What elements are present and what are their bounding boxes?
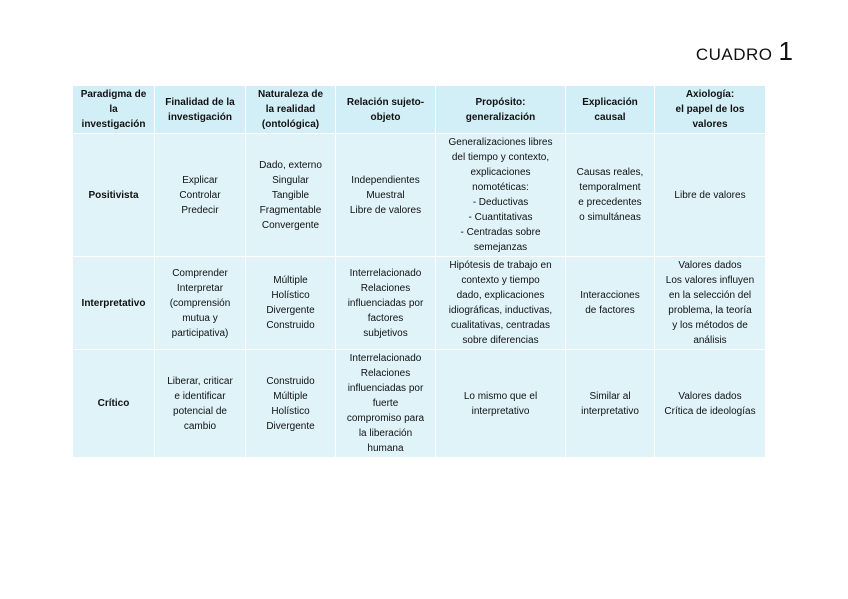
table-row-interpretativo [73, 257, 766, 350]
row-label: Crítico [73, 350, 155, 458]
paradigms-table [72, 85, 766, 458]
header-finalidad: Finalidad de la investigación [155, 86, 246, 134]
table-cell: Interrelacionado Relaciones influenciadas por factores subjetivos [336, 257, 436, 350]
table-cell: Causas reales, temporalment e precedentes o simultáneas [566, 134, 655, 257]
header-proposito: Propósito: generalización [436, 86, 566, 134]
table-cell: Explicar Controlar Predecir [155, 134, 246, 257]
header-explicacion: Explicación causal [566, 86, 655, 134]
table-cell: Lo mismo que el interpretativo [436, 350, 566, 458]
page-heading [696, 36, 793, 67]
table-cell: Liberar, criticar e identificar potencial de cambio [155, 350, 246, 458]
table-cell: Dado, externo Singular Tangible Fragmentable Convergente [246, 134, 336, 257]
heading-word: CUADRO [695, 45, 773, 64]
row-label: Positivista [73, 134, 155, 257]
header-axiologia: Axiología: el papel de los valores [655, 86, 766, 134]
table-cell: Valores dados Los valores influyen en la selección del problema, la teoría y los métodos de análisis [655, 257, 766, 350]
table-cell: Libre de valores [655, 134, 766, 257]
table-cell: Múltiple Holístico Divergente Construido [246, 257, 336, 350]
header-paradigma: Paradigma de la investigación [73, 86, 155, 134]
table-header-row [73, 86, 766, 134]
table-cell: Independientes Muestral Libre de valores [336, 134, 436, 257]
table-cell: Interrelacionado Relaciones influenciadas por fuerte compromiso para la liberación humana [336, 350, 436, 458]
heading-number: 1 [778, 36, 793, 66]
table-cell: Interacciones de factores [566, 257, 655, 350]
table-cell: Construido Múltiple Holístico Divergente [246, 350, 336, 458]
table-cell: Similar al interpretativo [566, 350, 655, 458]
table-cell: Generalizaciones libres del tiempo y contexto, explicaciones nomotéticas: - Deductivas - Cuantitativas - Centradas sobre semejanzas [436, 134, 566, 257]
table-cell: Valores dados Crítica de ideologías [655, 350, 766, 458]
table-cell: Comprender Interpretar (comprensión mutua y participativa) [155, 257, 246, 350]
table-row-critico [73, 350, 766, 458]
header-relacion: Relación sujeto- objeto [336, 86, 436, 134]
header-naturaleza: Naturaleza de la realidad (ontológica) [246, 86, 336, 134]
table-row-positivista [73, 134, 766, 257]
table-cell: Hipótesis de trabajo en contexto y tiempo dado, explicaciones idiográficas, inductivas, cualitativas, centradas sobre diferencias [436, 257, 566, 350]
row-label: Interpretativo [73, 257, 155, 350]
